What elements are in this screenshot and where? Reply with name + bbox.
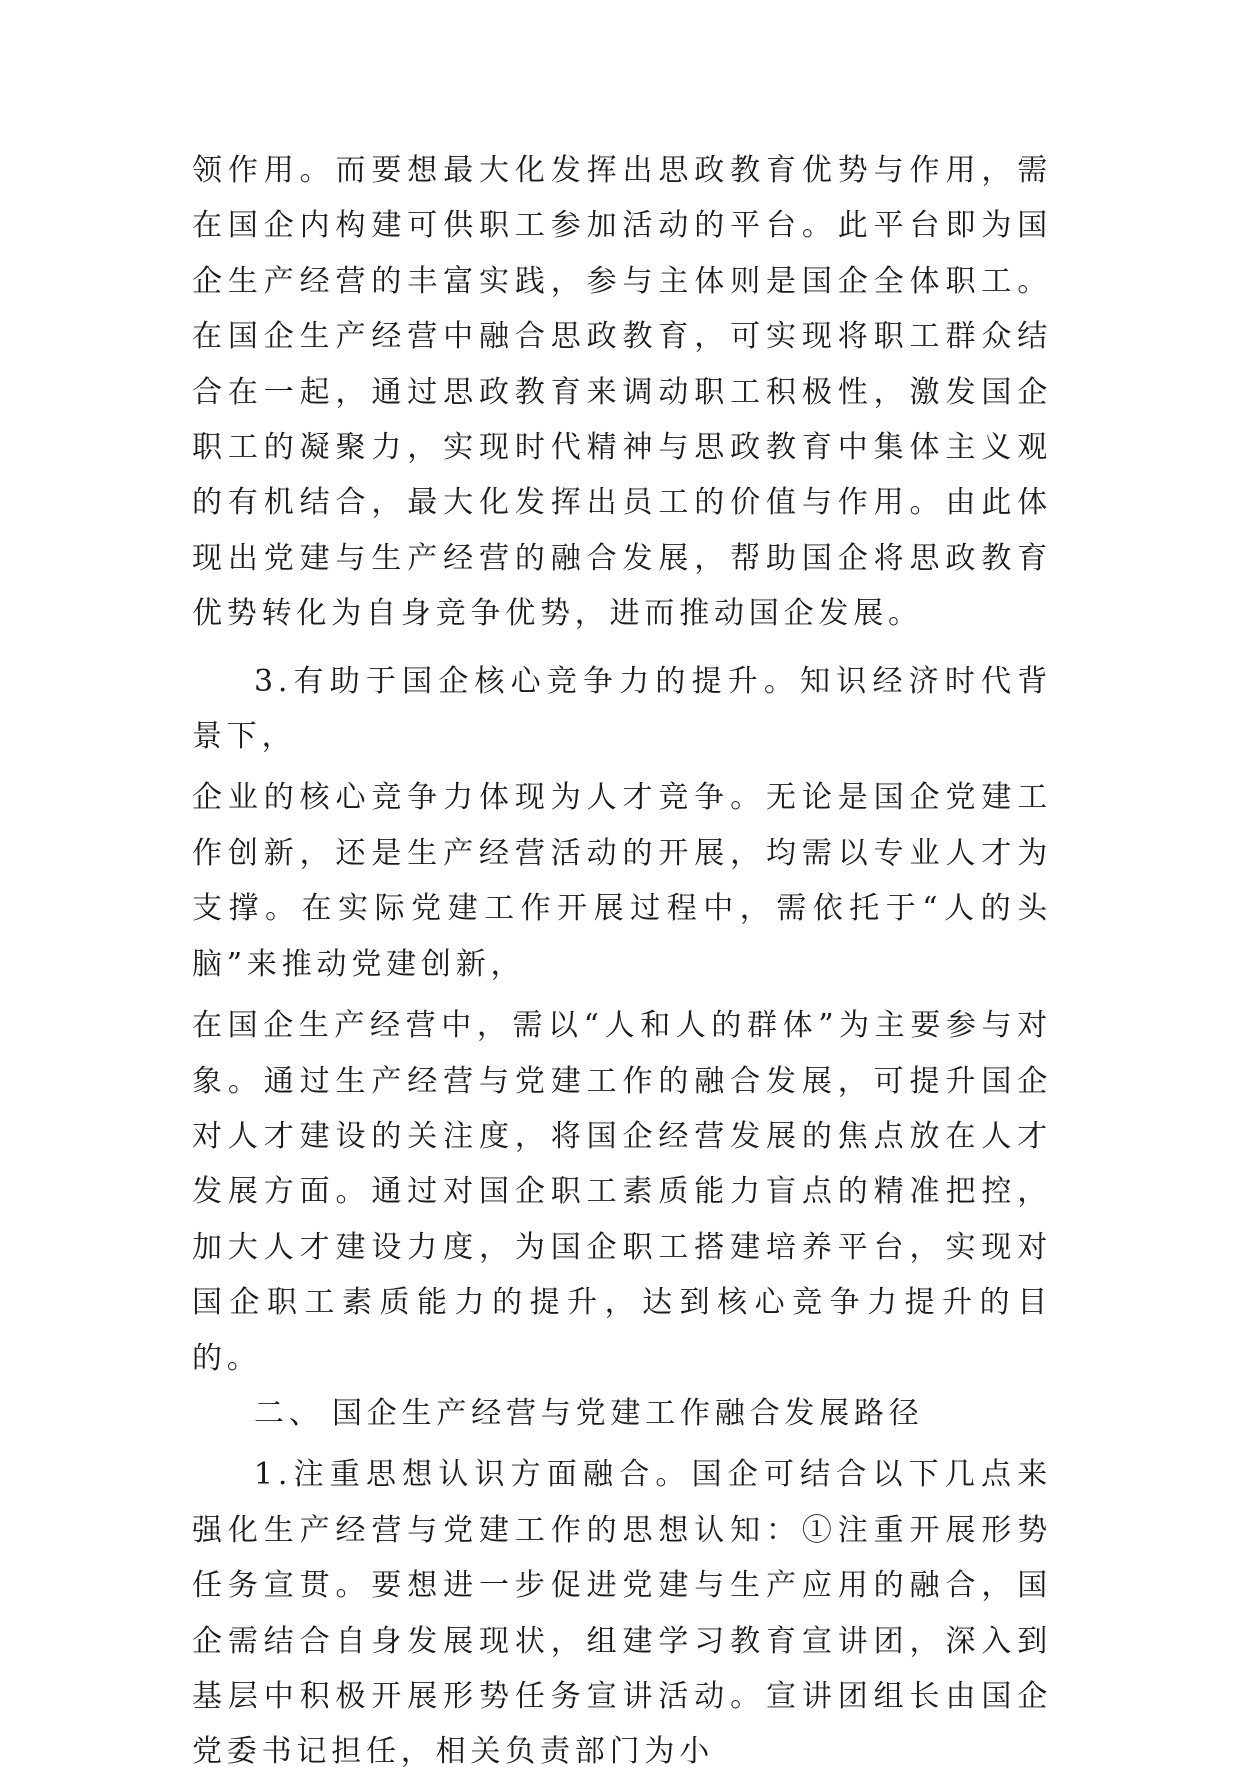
paragraph-1-ideology: 1.注重思想认识方面融合。国企可结合以下几点来强化生产经营与党建工作的思想认知：①注重开展形势任务宣贯。要想进一步促进党建与生产应用的融合，国企需结合自身发展现状，组建学习教育宣讲团，深入到基层中积极开展形势任务宣讲活动。宣讲团组长由国企党委书记担任，相关负责部门为小 — [192, 1457, 1052, 1770]
paragraph-continued: 领作用。而要想最大化发挥出思政教育优势与作用，需在国企内构建可供职工参加活动的平台。此平台即为国企生产经营的丰富实践，参与主体则是国企全体职工。在国企生产经营中融合思政教育，可实现将职工群众结合在一起，通过思政教育来调动职工积极性，激发国企职工的凝聚力，实现时代精神与思政教育中集体主义观的有机结合，最大化发挥出员工的价值与作用。由此体现出党建与生产经营的融合发展，帮助国企将思政教育优势转化为自身竞争优势，进而推动国企发展。 — [192, 153, 1052, 632]
body-text — [192, 143, 1052, 1780]
paragraph-3-remainder: 在国企生产经营中，需以“人和人的群体”为主要参与对象。通过生产经营与党建工作的融合发展，可提升国企对人才建设的关注度，将国企经营发展的焦点放在人才发展方面。通过对国企职工素质能力盲点的精准把控，加大人才建设力度，为国企职工搭建培养平台，实现对国企职工素质能力的提升，达到核心竞争力提升的目的。 — [192, 1008, 1052, 1376]
paragraph-3-continuation: 企业的核心竞争力体现为人才竞争。无论是国企党建工作创新，还是生产经营活动的开展，均需以专业人才为支撑。在实际党建工作开展过程中，需依托于“人的头脑”来推动党建创新， — [192, 780, 1052, 982]
section-number: 二、 — [254, 1395, 324, 1431]
section-heading — [192, 1386, 1052, 1441]
paragraph-3-opening-line: 3.有助于国企核心竞争力的提升。知识经济时代背景下， — [192, 663, 1052, 755]
section-title: 国企生产经营与党建工作融合发展路径 — [332, 1395, 924, 1431]
